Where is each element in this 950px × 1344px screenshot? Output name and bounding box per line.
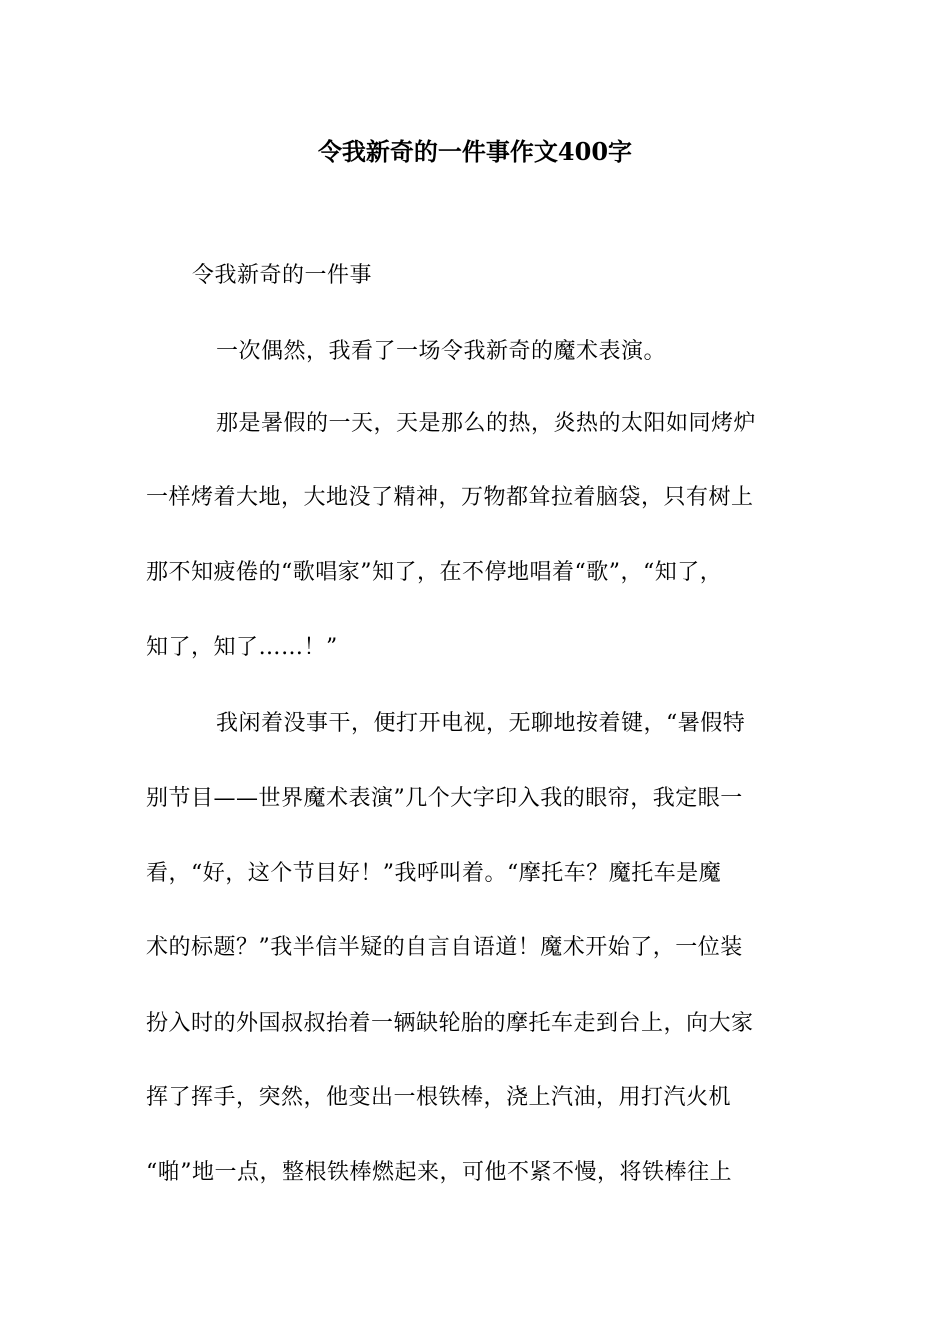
paragraph-line: 那不知疲倦的“歌唱家”知了，在不停地唱着“歌”，“知了， xyxy=(146,560,723,585)
essay-heading: 令我新奇的一件事 xyxy=(192,263,373,288)
paragraph-line: 扮入时的外国叔叔抬着一辆缺轮胎的摩托车走到台上，向大家 xyxy=(146,1011,754,1036)
paragraph-line: 看，“好，这个节目好！”我呼叫着。“摩托车？魔托车是魔 xyxy=(146,861,722,886)
paragraph-line: 我闲着没事干，便打开电视，无聊地按着键，“暑假特 xyxy=(216,711,746,736)
paragraph-line: 知了，知了……！” xyxy=(146,635,338,660)
paragraph-line: 一样烤着大地，大地没了精神，万物都耸拉着脑袋，只有树上 xyxy=(146,485,754,510)
paragraph-line: 一次偶然，我看了一场令我新奇的魔术表演。 xyxy=(216,339,667,364)
paragraph-line: “啪”地一点，整根铁棒燃起来，可他不紧不慢，将铁棒往上 xyxy=(146,1160,732,1185)
document-title: 令我新奇的一件事作文400字 xyxy=(317,137,633,166)
paragraph-line: 挥了挥手，突然，他变出一根铁棒，浇上汽油，用打汽火机 xyxy=(146,1085,732,1110)
paragraph-line: 那是暑假的一天，天是那么的热，炎热的太阳如同烤炉 xyxy=(216,411,757,436)
paragraph-line: 别节目——世界魔术表演”几个大字印入我的眼帘，我定眼一 xyxy=(146,786,743,811)
paragraph-line: 术的标题？”我半信半疑的自言自语道！魔术开始了，一位装 xyxy=(146,935,743,960)
